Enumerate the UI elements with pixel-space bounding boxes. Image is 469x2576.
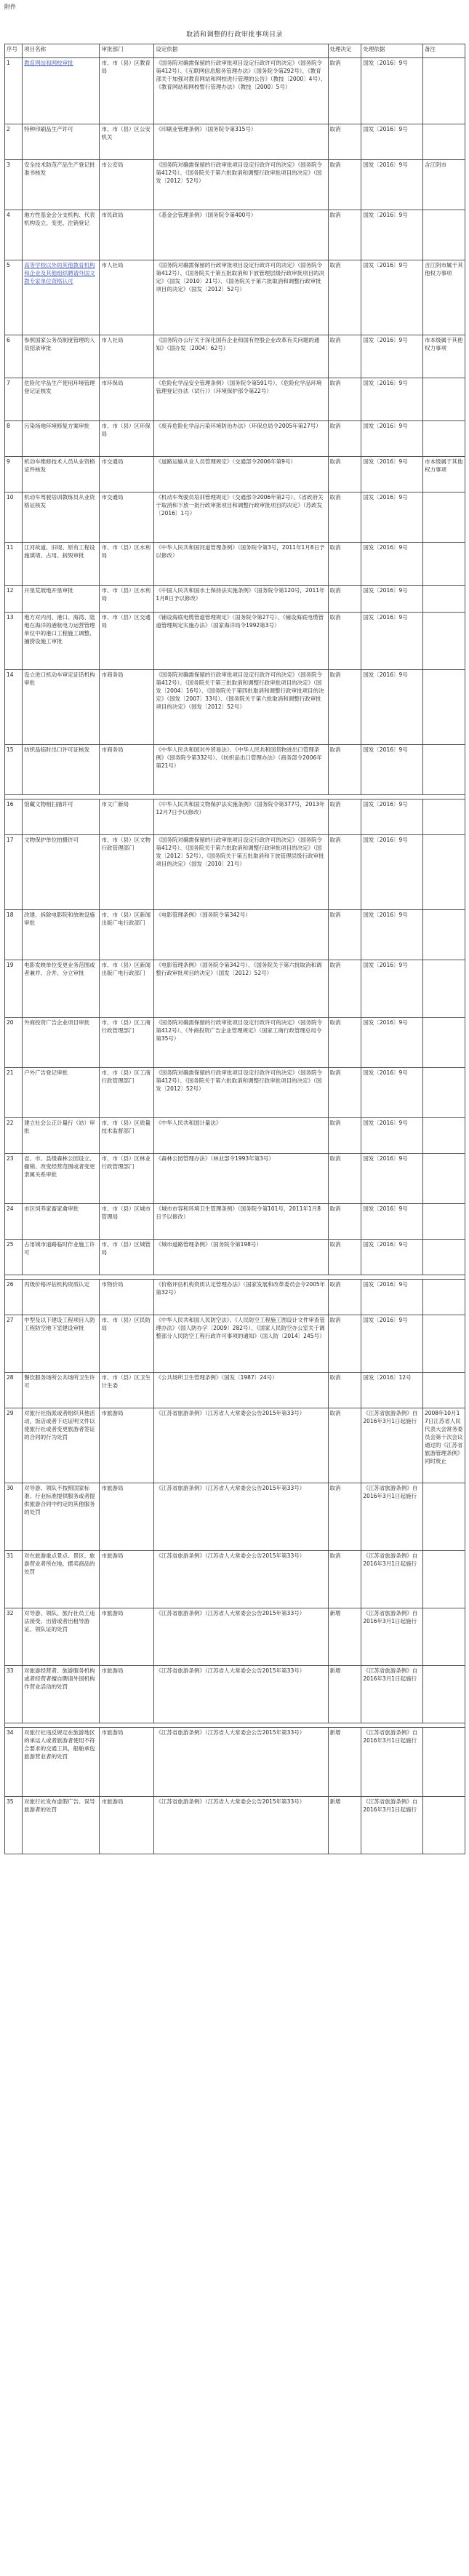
item-name: 丙级价格评估机构资质认定	[23, 1280, 100, 1315]
department: 市旅游局	[100, 1408, 154, 1483]
note	[422, 1797, 465, 1854]
table-row	[5, 1154, 465, 1204]
legal-basis: 《电影管理条例》（国务院令第342号）	[154, 910, 328, 960]
header-department: 审批部门	[100, 44, 154, 58]
legal-basis: 《江苏省旅游条例》（江苏省人大常委会公告2015年第33号）	[154, 1608, 328, 1666]
decision-reference: 《江苏省旅游条例》自2016年3月1日起施行	[361, 1408, 423, 1483]
row-number: 19	[5, 960, 23, 1018]
note	[422, 670, 465, 745]
decision-reference: 国发〔2016〕9号	[361, 910, 423, 960]
decision-reference: 国发〔2016〕9号	[361, 835, 423, 910]
row-number: 15	[5, 745, 23, 795]
table-row	[5, 745, 465, 795]
item-name: 纺织品临时出口许可证核发	[23, 745, 100, 795]
decision: 取消	[328, 1408, 361, 1483]
legal-basis: 《中国人民共和国水土保持法实施条例》（国务院令第120号，2011年1月8日予以修改）	[154, 586, 328, 613]
note	[422, 1483, 465, 1551]
row-number: 2	[5, 124, 23, 160]
department: 市、市（县）区民防局	[100, 1315, 154, 1373]
decision: 取消	[328, 124, 361, 160]
item-name: 江河故道、旧堤、原有工程设施填堵、占用、拆毁审批	[23, 543, 100, 586]
decision-reference: 国发〔2016〕9号	[361, 613, 423, 670]
row-number: 1	[5, 58, 23, 124]
item-name: 对旅行社发布虚假广告、误导旅游者的处罚	[23, 1797, 100, 1854]
note	[422, 1068, 465, 1118]
decision-reference: 国发〔2016〕9号	[361, 493, 423, 543]
decision-reference: 国发〔2016〕9号	[361, 378, 423, 421]
table-row	[5, 1408, 465, 1483]
department: 市商务局	[100, 670, 154, 745]
legal-basis: 《中华人民共和国计量法》	[154, 1118, 328, 1154]
row-number: 17	[5, 835, 23, 910]
decision: 取消	[328, 1240, 361, 1275]
department: 市旅游局	[100, 1728, 154, 1797]
table-row	[5, 1204, 465, 1240]
department: 市环保局	[100, 378, 154, 421]
department: 市、市（县）区林业行政管理部门	[100, 1154, 154, 1204]
decision: 取消	[328, 1018, 361, 1068]
row-number: 8	[5, 421, 23, 457]
decision-reference: 国发〔2016〕9号	[361, 1240, 423, 1275]
department: 市旅游局	[100, 1551, 154, 1608]
table-row	[5, 124, 465, 160]
department: 市旅游局	[100, 1797, 154, 1854]
legal-basis: 《中华人民共和国河道管理条例》（国务院令第3号，2011年1月8日予以修改）	[154, 543, 328, 586]
table-row	[5, 1068, 465, 1118]
legal-basis: 《江苏省旅游条例》（江苏省人大常委会公告2015年第33号）	[154, 1408, 328, 1483]
item-name: 参照国家公务员制度管理的人员招录审批	[23, 335, 100, 378]
department: 市民政局	[100, 210, 154, 260]
note	[422, 1154, 465, 1204]
legal-basis: 《国务院对确需保留的行政审批项目设定行政许可的决定》（国务院令第412号）、《国务院关于第五批取消和下放管理层级行政审批项目的决定》（国发〔2010〕21号）、《国务院关于第六批取消和调整行政审批项目的决定》（国发〔2012〕52号）	[154, 260, 328, 335]
row-number: 33	[5, 1666, 23, 1723]
note	[422, 1204, 465, 1240]
item-name: 设立进口机动车审定证话机构审批	[23, 670, 100, 745]
table-row	[5, 260, 465, 335]
note	[422, 1240, 465, 1275]
decision-reference: 国发〔2016〕9号	[361, 1018, 423, 1068]
note: 2008年10月17日江苏省人民代表大会常务委员会第十次会议通过的《江苏省旅游管理条例》同时废止	[422, 1408, 465, 1483]
table-row	[5, 1797, 465, 1854]
note	[422, 1728, 465, 1797]
row-number: 22	[5, 1118, 23, 1154]
note	[422, 1018, 465, 1068]
row-number: 12	[5, 586, 23, 613]
legal-basis: 《中华人民共和国人民防空法》、《人民防空工程施工图设计文件审查管理办法》（国人防办字〔2009〕282号）、《国家人民防空办公室关于调整部分人民防空工程行政许可事项的通知》（国人防〔2014〕245号）	[154, 1315, 328, 1373]
note	[422, 1608, 465, 1666]
legal-basis: 《印刷业管理条例》（国务院令第315号）	[154, 124, 328, 160]
legal-basis: 《国务院对确需保留的行政审批项目设定行政许可的决定》（国务院令第412号）、《国务院关于第六批取消和调整行政审批项目的决定》（国发〔2012〕52号）	[154, 1068, 328, 1118]
legal-basis: 《国务院对确需保留的行政审批项目设定行政许可的决定》（国务院令第412号）、《互联网信息服务管理办法》（国务院令第292号）、《教育部关于加强对教育网站和网校进行管理的公告》（教技〔2000〕4号）、《教育网站和网校暂行管理办法》（教技〔2000〕5号）	[154, 58, 328, 124]
decision-reference: 国发〔2016〕9号	[361, 1315, 423, 1373]
note	[422, 1315, 465, 1373]
row-number: 11	[5, 543, 23, 586]
table-row	[5, 1373, 465, 1408]
item-name[interactable]: 高等学校以外的其他教育机构和企业及其他组织聘请外国文教专家单位资格认可	[23, 260, 100, 335]
decision: 取消	[328, 1483, 361, 1551]
department: 市商务局	[100, 745, 154, 795]
legal-basis: 《中华人民共和国文物保护法实施条例》（国务院令第377号，2013年12月7日予以修改）	[154, 799, 328, 835]
item-name: 机动车驾驶培训教练员从业资格证核发	[23, 493, 100, 543]
decision: 新增	[328, 1797, 361, 1854]
row-number: 7	[5, 378, 23, 421]
note	[422, 1280, 465, 1315]
legal-basis: 《电影管理条例》（国务院令第342号）、《国务院关于第六批取消和调整行政审批项目的决定》（国发〔2012〕52号）	[154, 960, 328, 1018]
department: 市、市（县）区文物行政管理部门	[100, 835, 154, 910]
decision-reference: 国发〔2016〕9号	[361, 335, 423, 378]
department: 市、市（县）区新闻出版广电行政部门	[100, 960, 154, 1018]
department: 市、市（县）区工商行政管理部门	[100, 1018, 154, 1068]
item-name: 外商投资广告企业项目审批	[23, 1018, 100, 1068]
department: 市、市（县）区水利局	[100, 586, 154, 613]
row-number: 4	[5, 210, 23, 260]
department: 市、市（县）区城管局	[100, 1240, 154, 1275]
header-note: 备注	[422, 44, 465, 58]
item-name: 改建、拆除电影院和放映设施审批	[23, 910, 100, 960]
item-name: 餐饮服务场所公共场所卫生许可	[23, 1373, 100, 1408]
decision: 取消	[328, 421, 361, 457]
note	[422, 124, 465, 160]
decision: 取消	[328, 543, 361, 586]
item-name: 地方对内河、港口、海湾、陆地在海洋的港航电力运营管理单位中的港口工程施工调整、捕捞设施工审批	[23, 613, 100, 670]
decision: 取消	[328, 1315, 361, 1373]
header-reference: 处理依据	[361, 44, 423, 58]
attachment-label: 附件	[4, 4, 16, 10]
legal-basis: 《城市市容和环境卫生管理条例》（国务院令第101号，2011年1月8日予以修改）	[154, 1204, 328, 1240]
decision: 取消	[328, 160, 361, 210]
note	[422, 210, 465, 260]
row-number: 6	[5, 335, 23, 378]
table-row	[5, 1728, 465, 1797]
note	[422, 835, 465, 910]
item-name: 对在旅游重点景点、景区、旅游营业者所在地，摆卖商品的处罚	[23, 1551, 100, 1608]
decision-reference: 国发〔2016〕9号	[361, 543, 423, 586]
department: 市交通局	[100, 493, 154, 543]
table-row	[5, 160, 465, 210]
table-row	[5, 1483, 465, 1551]
decision: 取消	[328, 1373, 361, 1408]
decision: 取消	[328, 670, 361, 745]
legal-basis: 《江苏省旅游条例》（江苏省人大常委会公告2015年第33号）	[154, 1483, 328, 1551]
item-name: 安全技术防范产品生产登记批准书核发	[23, 160, 100, 210]
decision-reference: 国发〔2016〕9号	[361, 124, 423, 160]
table-row	[5, 543, 465, 586]
item-name: 对导游、领队、旅行社员工违法接受、出借或者出租导游证、领队证的处罚	[23, 1608, 100, 1666]
note	[422, 378, 465, 421]
note	[422, 493, 465, 543]
table-row	[5, 378, 465, 421]
item-name: 污染场地环境修复方案审批	[23, 421, 100, 457]
item-name: 建立社会公正计量行（站）审批	[23, 1118, 100, 1154]
department: 市旅游局	[100, 1483, 154, 1551]
item-name: 对旅游经营者、旅游服务机构或者经营者擅自聘请外国机构作营业活动的处罚	[23, 1666, 100, 1723]
decision: 取消	[328, 1154, 361, 1204]
item-name: 地方性基金会分支机构、代表机构设立、变更、注销登记	[23, 210, 100, 260]
decision-reference: 国发〔2016〕9号	[361, 670, 423, 745]
row-number: 34	[5, 1728, 23, 1797]
row-number: 21	[5, 1068, 23, 1118]
row-number: 18	[5, 910, 23, 960]
item-name: 特种印刷品生产许可	[23, 124, 100, 160]
note	[422, 421, 465, 457]
table-row	[5, 1118, 465, 1154]
note: 含江阴市属于其他权力事项	[422, 260, 465, 335]
legal-basis: 《江苏省旅游条例》（江苏省人大常委会公告2015年第33号）	[154, 1551, 328, 1608]
table-header-row	[5, 44, 465, 58]
table-row	[5, 799, 465, 835]
item-name: 机动车维修技术人员从业资格证件核发	[23, 457, 100, 493]
note	[422, 586, 465, 613]
table-row	[5, 1315, 465, 1373]
decision-reference: 国发〔2016〕9号	[361, 210, 423, 260]
item-name: 开垦荒坡地开垦审批	[23, 586, 100, 613]
decision-reference: 国发〔2016〕9号	[361, 586, 423, 613]
item-name: 省、市、县级森林公园设立、撤销、改变经营范围或者变更隶属关系审批	[23, 1154, 100, 1204]
row-number: 16	[5, 799, 23, 835]
item-name: 电影发映单位变更业务范围或者兼并、合并、分立审批	[23, 960, 100, 1018]
note	[422, 613, 465, 670]
table-row	[5, 1608, 465, 1666]
row-number: 14	[5, 670, 23, 745]
item-name: 文物保护单位拍摄许可	[23, 835, 100, 910]
note	[422, 1118, 465, 1154]
table-row	[5, 58, 465, 124]
row-number: 26	[5, 1280, 23, 1315]
decision: 取消	[328, 1068, 361, 1118]
decision: 取消	[328, 457, 361, 493]
legal-basis: 《价格评估机构资质认定管理办法》（国家发展和改革委员会令2005年第32号）	[154, 1280, 328, 1315]
department: 市、市（县）区环保局	[100, 421, 154, 457]
row-number: 29	[5, 1408, 23, 1483]
decision-reference: 国发〔2016〕9号	[361, 58, 423, 124]
table-row	[5, 670, 465, 745]
item-name: 市区饲养家畜家禽审批	[23, 1204, 100, 1240]
legal-basis: 《国务院对确需保留的行政审批项目设定行政许可的决定》（国务院令第412号）、《国务院关于第三批取消和调整行政审批项目的决定》（国发〔2004〕16号）、《国务院关于第四批取消和调整行政审批项目的决定》（国发〔2007〕33号）、《国务院关于第六批取消和调整行政审批项目的决定》（国发〔2012〕52号）	[154, 670, 328, 745]
note	[422, 1373, 465, 1408]
legal-basis: 《废弃危险化学品污染环境防治办法》（环保总局令2005年第27号）	[154, 421, 328, 457]
decision: 取消	[328, 58, 361, 124]
department: 市人社局	[100, 260, 154, 335]
decision: 取消	[328, 1118, 361, 1154]
decision-reference: 《江苏省旅游条例》自2016年3月1日起施行	[361, 1608, 423, 1666]
decision-reference: 《江苏省旅游条例》自2016年3月1日起施行	[361, 1728, 423, 1797]
header-number: 序号	[5, 44, 23, 58]
row-number: 20	[5, 1018, 23, 1068]
decision: 取消	[328, 1280, 361, 1315]
row-number: 9	[5, 457, 23, 493]
department: 市旅游局	[100, 1666, 154, 1723]
decision: 取消	[328, 745, 361, 795]
table-row	[5, 1666, 465, 1723]
decision: 取消	[328, 799, 361, 835]
decision: 取消	[328, 1551, 361, 1608]
decision-reference: 《江苏省旅游条例》自2016年3月1日起施行	[361, 1797, 423, 1854]
decision-reference: 国发〔2016〕9号	[361, 260, 423, 335]
decision-reference: 国发〔2016〕9号	[361, 1204, 423, 1240]
item-name: 对旅行社指派或者组织其他活动，饭店或者下达证明文件以使旅行社或者变更旅游者签证的合同的行为处罚	[23, 1408, 100, 1483]
decision-reference: 国发〔2016〕9号	[361, 799, 423, 835]
decision: 取消	[328, 960, 361, 1018]
table-row	[5, 1280, 465, 1315]
table-row	[5, 1018, 465, 1068]
legal-basis: 《基金会管理条例》（国务院令第400号）	[154, 210, 328, 260]
decision-reference: 国发〔2016〕9号	[361, 745, 423, 795]
decision: 取消	[328, 493, 361, 543]
table-row	[5, 910, 465, 960]
page-title: 取消和调整的行政审批事项目录	[185, 31, 283, 39]
decision-reference: 国发〔2016〕9号	[361, 1280, 423, 1315]
decision: 新增	[328, 1608, 361, 1666]
note	[422, 1551, 465, 1608]
row-number: 3	[5, 160, 23, 210]
item-name: 占用城市道路临时作业施工许可	[23, 1240, 100, 1275]
department: 市、市（县）区卫生计生委	[100, 1373, 154, 1408]
note: 市本级属于其他权力事项	[422, 335, 465, 378]
item-name: 对导游、领队不按照国家标准、行业标准提供服务或者提供旅游合同中约定的其他服务的处罚	[23, 1483, 100, 1551]
legal-basis: 《铺设海底电缆管道管理规定》（国务院令第27号）、《铺设海底电缆管道管理规定实施办法》（国家海洋局令1992第3号）	[154, 613, 328, 670]
header-basis: 设定依据	[154, 44, 328, 58]
table-row	[5, 613, 465, 670]
note: 含江阴市	[422, 160, 465, 210]
legal-basis: 《江苏省旅游条例》（江苏省人大常委会公告2015年第33号）	[154, 1797, 328, 1854]
decision: 取消	[328, 613, 361, 670]
row-number: 24	[5, 1204, 23, 1240]
legal-basis: 《国务院办公厅关于深化国有企业和国有控股企业改革有关问题的通知》（国办发〔2004〕62号）	[154, 335, 328, 378]
legal-basis: 《公共场所卫生管理条例》（国发〔1987〕24号）	[154, 1373, 328, 1408]
decision: 取消	[328, 910, 361, 960]
department: 市人社局	[100, 335, 154, 378]
decision: 新增	[328, 1728, 361, 1797]
decision-reference: 国发〔2016〕9号	[361, 457, 423, 493]
item-name: 户外广告登记审批	[23, 1068, 100, 1118]
decision-reference: 《江苏省旅游条例》自2016年3月1日起施行	[361, 1666, 423, 1723]
row-number: 10	[5, 493, 23, 543]
department: 市物价局	[100, 1280, 154, 1315]
department: 市、市（县）区交通局	[100, 613, 154, 670]
department: 市旅游局	[100, 1608, 154, 1666]
table-row	[5, 586, 465, 613]
table-row	[5, 421, 465, 457]
row-number: 13	[5, 613, 23, 670]
approval-items-table	[4, 44, 465, 1854]
table-row	[5, 835, 465, 910]
table-row	[5, 1551, 465, 1608]
department: 市、市（县）区工商行政管理部门	[100, 1068, 154, 1118]
note	[422, 58, 465, 124]
decision-reference: 国发〔2016〕9号	[361, 960, 423, 1018]
decision-reference: 《江苏省旅游条例》自2016年3月1日起施行	[361, 1551, 423, 1608]
row-number: 25	[5, 1240, 23, 1275]
table-row	[5, 335, 465, 378]
note	[422, 543, 465, 586]
table-row	[5, 960, 465, 1018]
row-number: 5	[5, 260, 23, 335]
department: 市文广新局	[100, 799, 154, 835]
row-number: 27	[5, 1315, 23, 1373]
item-name[interactable]: 教育网站和网校审批	[23, 58, 100, 124]
legal-basis: 《江苏省旅游条例》（江苏省人大常委会公告2015年第33号）	[154, 1728, 328, 1797]
decision-reference: 国发〔2016〕9号	[361, 1154, 423, 1204]
legal-basis: 《国务院对确需保留的行政审批项目设定行政许可的决定》（国务院令第412号）、《外商投资广告企业管理规定》（国家工商行政管理总局令第35号）	[154, 1018, 328, 1068]
decision-reference: 国发〔2016〕9号	[361, 1068, 423, 1118]
department: 市、市（县）区公安机关	[100, 124, 154, 160]
department: 市交通局	[100, 457, 154, 493]
decision: 新增	[328, 1666, 361, 1723]
decision: 取消	[328, 210, 361, 260]
table-row	[5, 457, 465, 493]
department: 市、市（县）区教育局	[100, 58, 154, 124]
department: 市公安局	[100, 160, 154, 210]
table-row	[5, 493, 465, 543]
row-number: 35	[5, 1797, 23, 1854]
legal-basis: 《国务院对确需保留的行政审批项目设定行政许可的决定》（国务院令第412号）、《国务院关于第六批取消和调整行政审批项目的决定》（国发〔2012〕52号）、《国务院关于第五批取消和下放管理层级行政审批项目的决定》（国发〔2010〕21号）	[154, 835, 328, 910]
legal-basis: 《森林公园管理办法》（林业部令1993年第3号）	[154, 1154, 328, 1204]
row-number: 23	[5, 1154, 23, 1204]
department: 市、市（县）区城市管理局	[100, 1204, 154, 1240]
decision: 取消	[328, 1204, 361, 1240]
legal-basis: 《江苏省旅游条例》（江苏省人大常委会公告2015年第33号）	[154, 1666, 328, 1723]
item-name: 对旅行社违反规定在旅游地区的承运人或者旅游者使用不符合要求的交通工具，船舶承包旅游营业者的处罚	[23, 1728, 100, 1797]
row-number: 31	[5, 1551, 23, 1608]
decision-reference: 国发〔2016〕12号	[361, 1373, 423, 1408]
table-row	[5, 210, 465, 260]
note	[422, 799, 465, 835]
department: 市、市（县）区水利局	[100, 543, 154, 586]
item-name: 危险化学品生产使用环境管理登记证核发	[23, 378, 100, 421]
note	[422, 1666, 465, 1723]
legal-basis: 《国务院对确需保留的行政审批项目设定行政许可的决定》（国务院令第412号）、《国务院关于第六批取消和调整行政审批项目的决定》（国发〔2012〕52号）	[154, 160, 328, 210]
decision-reference: 国发〔2016〕9号	[361, 160, 423, 210]
legal-basis: 《道路运输从业人员管理规定》（交通部令2006年第9号）	[154, 457, 328, 493]
header-decision: 处理决定	[328, 44, 361, 58]
decision: 取消	[328, 378, 361, 421]
legal-basis: 《危险化学品安全管理条例》（国务院令第591号）、《危险化学品环境管理登记办法（试行）》（环境保护部令第22号）	[154, 378, 328, 421]
decision-reference: 《江苏省旅游条例》自2016年3月1日起施行	[361, 1483, 423, 1551]
note	[422, 960, 465, 1018]
note: 市本级属于其他权力事项	[422, 457, 465, 493]
decision: 取消	[328, 835, 361, 910]
row-number: 30	[5, 1483, 23, 1551]
item-name: 馆藏文物相扫描许可	[23, 799, 100, 835]
item-name: 中型及以下建设工程项目人防工程防空地下室建设审批	[23, 1315, 100, 1373]
decision-reference: 国发〔2016〕9号	[361, 421, 423, 457]
row-number: 28	[5, 1373, 23, 1408]
department: 市、市（县）区质量技术监督部门	[100, 1118, 154, 1154]
decision: 取消	[328, 335, 361, 378]
decision-reference: 国发〔2016〕9号	[361, 1118, 423, 1154]
legal-basis: 《城市道路管理条例》（国务院令第198号）	[154, 1240, 328, 1275]
decision: 取消	[328, 260, 361, 335]
department: 市、市（县）区新闻出版广电行政部门	[100, 910, 154, 960]
legal-basis: 《机动车驾驶员培训管理规定》（交通部令2006年第2号）、《省政府关于取消和下放一批行政审批项目和调整行政审批项目的决定》（苏政发〔2016〕1号）	[154, 493, 328, 543]
row-number: 32	[5, 1608, 23, 1666]
decision: 取消	[328, 586, 361, 613]
header-name: 项目名称	[23, 44, 100, 58]
note	[422, 745, 465, 795]
note	[422, 910, 465, 960]
table-row	[5, 1240, 465, 1275]
legal-basis: 《中华人民共和国对外贸易法》、《中华人民共和国货物进出口管理条例》（国务院令第332号）、《纺织品出口管理办法》（商务部令2006年第21号）	[154, 745, 328, 795]
